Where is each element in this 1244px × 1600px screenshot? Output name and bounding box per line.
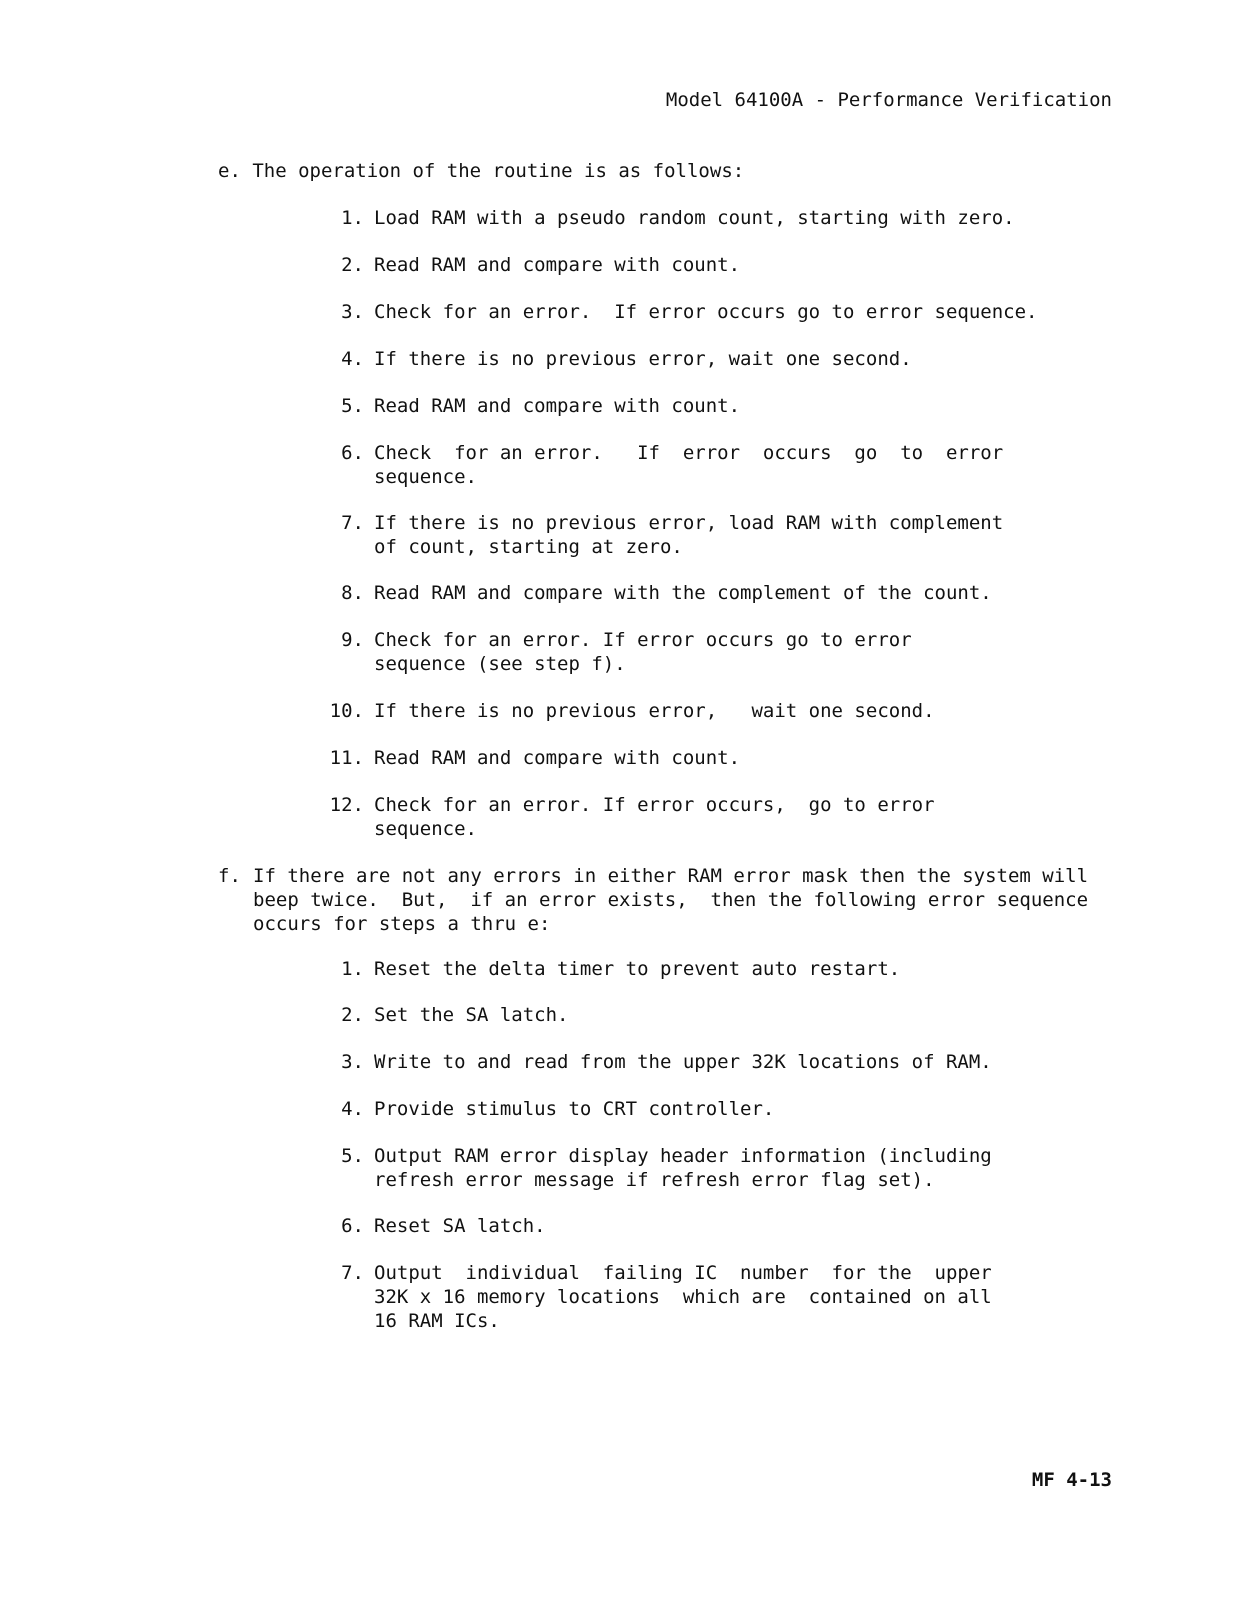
step-text: Read RAM and compare with count. [374, 254, 741, 276]
step-number: 5. [341, 1145, 364, 1167]
step-number: 7. [341, 1262, 364, 1284]
step-number: 4. [341, 1098, 364, 1120]
step-text: Load RAM with a pseudo random count, starting with zero. [374, 207, 1015, 229]
step-number: 12. [329, 794, 364, 816]
step-text: Read RAM and compare with the complement of the count. [374, 582, 992, 604]
section-f-marker: f. [218, 865, 241, 887]
step-number: 5. [341, 395, 364, 417]
step-text: Check for an error. If error occurs go to error sequence. [374, 301, 1038, 323]
section-f-intro: If there are not any errors in either RAM error mask then the system will beep twice. But, if an error exists, then the following error sequence occurs for steps a thru e: [253, 865, 1089, 935]
page-number: MF 4-13 [1031, 1469, 1112, 1491]
section-e-intro: e. The operation of the routine is as follows: [218, 160, 745, 182]
step-number: 9. [341, 629, 364, 651]
step-number: 4. [341, 348, 364, 370]
step-text: Read RAM and compare with count. [374, 395, 741, 417]
step-text: Output individual failing IC number for the upper 32K x 16 memory locations which are contained on all 16 RAM ICs. [374, 1262, 992, 1332]
step-number: 7. [341, 512, 364, 534]
step-number: 8. [341, 582, 364, 604]
step-number: 11. [329, 747, 364, 769]
step-number: 10. [329, 700, 364, 722]
step-text: Write to and read from the upper 32K locations of RAM. [374, 1051, 992, 1073]
step-text: Read RAM and compare with count. [374, 747, 741, 769]
step-text: Provide stimulus to CRT controller. [374, 1098, 775, 1120]
step-text: If there is no previous error, wait one second. [374, 700, 935, 722]
step-text: Reset the delta timer to prevent auto restart. [374, 958, 901, 980]
step-number: 3. [341, 1051, 364, 1073]
step-text: Check for an error. If error occurs, go to error sequence. [374, 794, 935, 840]
step-number: 3. [341, 301, 364, 323]
step-number: 6. [341, 1215, 364, 1237]
step-number: 1. [341, 958, 364, 980]
step-number: 1. [341, 207, 364, 229]
step-number: 2. [341, 254, 364, 276]
step-text: Output RAM error display header information (including refresh error message if refresh error flag set). [374, 1145, 992, 1191]
step-text: Set the SA latch. [374, 1004, 569, 1026]
step-text: Check for an error. If error occurs go to error sequence. [374, 442, 1004, 488]
step-text: If there is no previous error, wait one second. [374, 348, 912, 370]
page-header: Model 64100A - Performance Verification [665, 89, 1112, 111]
step-text: If there is no previous error, load RAM with complement of count, starting at zero. [374, 512, 1004, 558]
step-number: 2. [341, 1004, 364, 1026]
step-text: Check for an error. If error occurs go to error sequence (see step f). [374, 629, 912, 675]
step-text: Reset SA latch. [374, 1215, 546, 1237]
step-number: 6. [341, 442, 364, 464]
